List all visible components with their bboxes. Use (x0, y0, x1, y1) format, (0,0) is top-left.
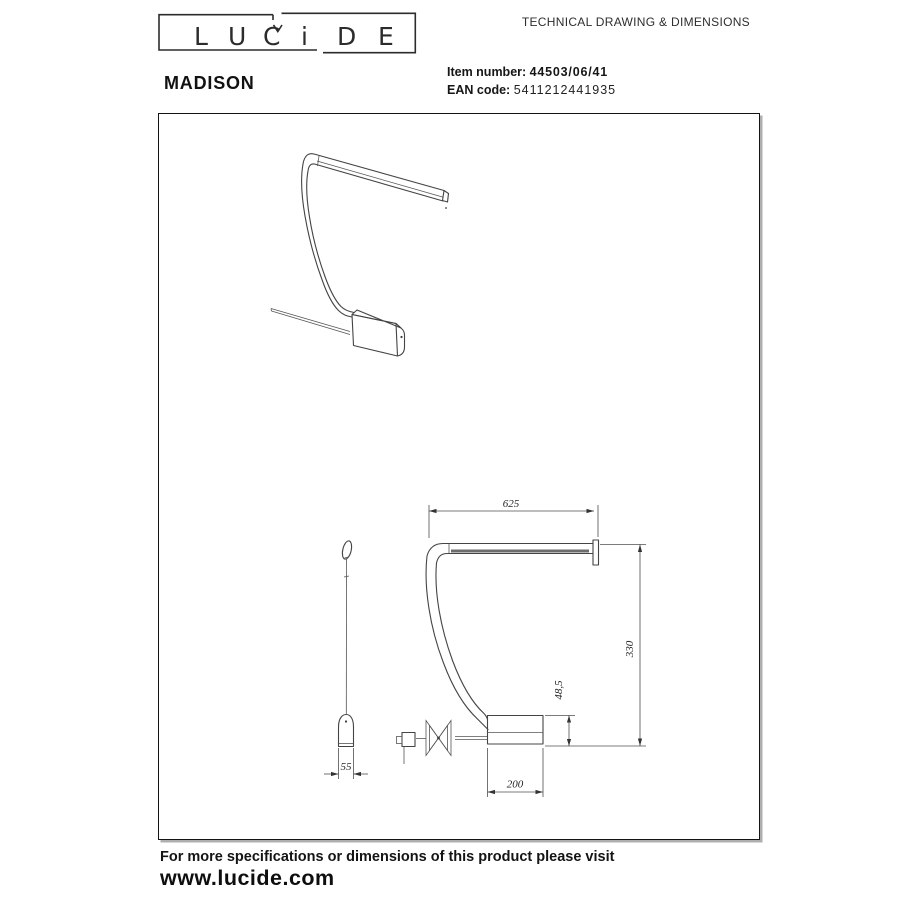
base-side-hole (345, 720, 347, 722)
bar-right-cap (593, 540, 599, 565)
cable-line-1 (271, 309, 350, 332)
bar-and-curve-inner (436, 554, 593, 720)
footer-text: For more specifications or dimensions of this product please visit (160, 849, 615, 865)
base-end-hole (400, 336, 402, 338)
item-number-value: 44503/06/41 (529, 65, 608, 79)
logo-letter: C (263, 22, 281, 51)
stem-inner-edge (307, 164, 354, 313)
logo-letter: U (228, 22, 247, 51)
product-identifiers (447, 64, 616, 100)
base-front-face (352, 315, 398, 357)
logo-letter: L (194, 22, 208, 51)
item-number-label: Item number: (447, 65, 527, 79)
bar-and-curve-outer (426, 544, 593, 730)
arm-lens-line (317, 161, 443, 197)
dim-base-width: 200 (506, 778, 524, 791)
item-number-row (447, 64, 616, 82)
logo-letter: E (378, 22, 394, 51)
cable-tip (271, 309, 272, 312)
technical-drawing (159, 114, 759, 839)
dim-base-depth: 55 (340, 761, 352, 773)
dim-total-height: 330 (624, 640, 636, 658)
document-title: TECHNICAL DRAWING & DIMENSIONS (521, 15, 750, 29)
dim-base-height: 48,5 (553, 680, 565, 700)
arm-end-cap (443, 191, 449, 203)
side-view (339, 540, 354, 747)
base-front (488, 716, 544, 745)
logo-letters (194, 22, 394, 51)
ean-value: 5411212441935 (513, 82, 617, 97)
logo-letter: D (337, 22, 357, 51)
dim-arm-width: 625 (502, 498, 520, 510)
base-side-profile (339, 715, 354, 747)
stem-outer-edge (302, 154, 352, 317)
arm-top-edge (314, 154, 444, 191)
footer (160, 849, 614, 891)
cable-line-2 (272, 311, 351, 335)
front-view (397, 540, 599, 764)
arm-end-dot (445, 207, 447, 209)
website-url: www.lucide.com (160, 866, 335, 890)
perspective-view (271, 154, 449, 356)
cable-coil (426, 721, 451, 756)
power-plug (397, 733, 416, 765)
ean-label: EAN code: (447, 82, 511, 97)
logo-letter: i (301, 22, 308, 51)
product-name: MADISON (164, 73, 255, 93)
lucide-logo (158, 8, 420, 60)
dimension-annotations (324, 498, 646, 797)
technical-drawing-panel (158, 113, 760, 840)
arm-bottom-edge (315, 164, 444, 201)
ean-row (447, 82, 616, 100)
